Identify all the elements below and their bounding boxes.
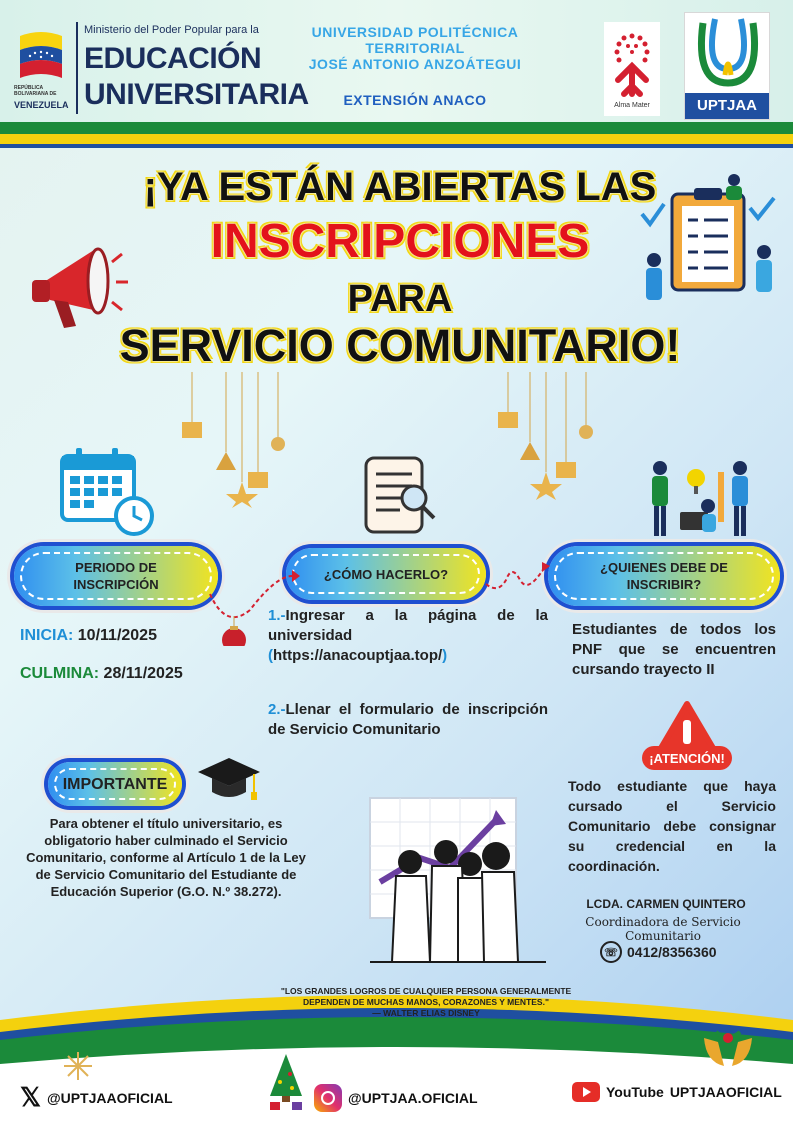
step-1-text: Ingresar a la página de la universidad bbox=[268, 607, 548, 644]
quote-line1: "LOS GRANDES LOGROS DE CUALQUIER PERSONA GENERALMENTE bbox=[280, 986, 572, 996]
alma-mater-logo bbox=[604, 22, 660, 116]
ministry-title-line2: UNIVERSITARIA bbox=[84, 78, 309, 111]
stripe-blue bbox=[0, 144, 793, 148]
gov-republic-label: REPÚBLICA BOLIVARIANA DE bbox=[14, 85, 57, 97]
atencion-text: Todo estudiante que haya cursado el Servicio Comunitario debe consignar su credencial en la coordinación. bbox=[568, 778, 776, 874]
inicia-date: 10/11/2025 bbox=[77, 627, 157, 644]
instagram-social-link[interactable] bbox=[314, 1084, 478, 1112]
stripe-green bbox=[0, 122, 793, 134]
culmina-date: 28/11/2025 bbox=[103, 665, 183, 682]
periodo-pill-line1: PERIODO DE bbox=[75, 560, 157, 575]
importante-pill bbox=[48, 762, 182, 806]
instagram-handle: @UPTJAA.OFICIAL bbox=[348, 1090, 478, 1106]
checklist-team-icon bbox=[632, 168, 782, 318]
quienes-pill bbox=[548, 546, 780, 606]
christmas-ornaments-right-icon bbox=[488, 372, 608, 508]
ministry-label: Ministerio del Poder Popular para la bbox=[84, 24, 259, 36]
step-1-url-link[interactable]: https://anacouptjaa.top/ bbox=[273, 647, 443, 664]
periodo-pill-line2: INSCRIPCIÓN bbox=[73, 577, 159, 592]
uptjaa-logo bbox=[684, 12, 770, 120]
team-highfive-illustration bbox=[350, 792, 550, 972]
christmas-tree-icon bbox=[266, 1052, 306, 1110]
culmina-label: CULMINA: bbox=[20, 665, 100, 682]
step-2-text: Llenar el formulario de inscripción de Servicio Comunitario bbox=[268, 701, 548, 738]
coordinator-role: Coordinadora de Servicio Comunitario bbox=[585, 915, 741, 943]
como-hacerlo-pill-label: ¿CÓMO HACERLO? bbox=[323, 566, 449, 582]
periodo-pill bbox=[14, 546, 218, 606]
step-2-number: 2.- bbox=[268, 701, 286, 718]
form-document-icon bbox=[360, 454, 440, 540]
quote-author: — WALTER ELIAS DISNEY bbox=[372, 1008, 480, 1018]
uptjaa-u-icon bbox=[685, 13, 771, 93]
x-social-link[interactable] bbox=[20, 1082, 173, 1113]
youtube-social-link[interactable] bbox=[572, 1082, 782, 1102]
ministry-title-line1: EDUCACIÓN bbox=[84, 42, 262, 75]
quienes-pill-line1: ¿QUIENES DEBE DE bbox=[600, 560, 728, 575]
alma-mater-icon bbox=[604, 22, 660, 102]
step-2 bbox=[268, 700, 548, 740]
importante-pill-label: IMPORTANTE bbox=[62, 775, 168, 793]
x-logo-icon: 𝕏 bbox=[20, 1082, 41, 1112]
importante-text: Para obtener el título universitario, es obligatorio haber culminado el Servicio Comunitario, conforme al Artículo 1 de la Ley de Servicio Comunitario del Estudiante de Educación Superior (G.O. N.º 38.272). bbox=[26, 816, 306, 899]
atencion-badge: ¡ATENCIÓN! bbox=[642, 746, 732, 770]
christmas-ornaments-left-icon bbox=[180, 372, 300, 508]
alma-mater-label: Alma Mater bbox=[614, 102, 650, 109]
phone-number: 0412/8356360 bbox=[627, 944, 717, 960]
uptjaa-logo-label: UPTJAA bbox=[685, 93, 769, 119]
quote-block bbox=[256, 986, 596, 1019]
title-line3: PARA bbox=[347, 278, 453, 320]
step-1-number: 1.- bbox=[268, 607, 286, 624]
whatsapp-icon: ☏ bbox=[600, 941, 622, 963]
como-hacerlo-pill bbox=[286, 548, 486, 600]
quienes-text: Estudiantes de todos los PNF que se encuentren cursando trayecto II bbox=[572, 621, 776, 678]
header-divider bbox=[76, 22, 78, 114]
university-name-line3: JOSÉ ANTONIO ANZOÁTEGUI bbox=[308, 56, 522, 72]
title-line4: SERVICIO COMUNITARIO! bbox=[119, 320, 681, 371]
quienes-pill-line2: INSCRIBIR? bbox=[626, 577, 702, 592]
venezuela-flag-icon bbox=[16, 28, 66, 82]
step-1-url-open: ( bbox=[268, 647, 273, 664]
calendar-icon bbox=[58, 448, 158, 538]
christmas-bells-icon bbox=[696, 1028, 760, 1074]
step-1-url-close: ) bbox=[442, 647, 448, 664]
university-name-line1: UNIVERSIDAD POLITÉCNICA bbox=[311, 24, 519, 40]
x-handle: @UPTJAAOFICIAL bbox=[46, 1089, 173, 1106]
graduation-cap-icon bbox=[196, 752, 262, 806]
culmina-row bbox=[20, 664, 183, 684]
snowflake-icon bbox=[62, 1050, 94, 1082]
university-name bbox=[270, 24, 560, 72]
stripe-yellow bbox=[0, 134, 793, 144]
youtube-handle: UPTJAAOFICIAL bbox=[669, 1084, 782, 1100]
quote-line2: DEPENDEN DE MUCHAS MANOS, CORAZONES Y MENTES." bbox=[303, 997, 549, 1007]
university-name-line2: TERRITORIAL bbox=[365, 40, 465, 56]
extension-label: EXTENSIÓN ANACO bbox=[343, 92, 487, 108]
connector-arrow-2-icon bbox=[484, 558, 554, 598]
youtube-logo-icon bbox=[572, 1082, 600, 1102]
gov-country-label: VENEZUELA bbox=[14, 100, 69, 110]
megaphone-icon bbox=[24, 236, 128, 340]
step-1 bbox=[268, 606, 548, 666]
title-line1: ¡YA ESTÁN ABIERTAS LAS bbox=[143, 165, 657, 209]
inicia-label: INICIA: bbox=[20, 627, 74, 644]
inicia-row bbox=[20, 626, 157, 646]
instagram-logo-icon bbox=[314, 1084, 342, 1112]
students-team-icon bbox=[640, 456, 760, 546]
coordinator-name: LCDA. CARMEN QUINTERO bbox=[586, 897, 746, 911]
title-line2: INSCRIPCIONES bbox=[210, 215, 590, 268]
youtube-label: YouTube bbox=[606, 1084, 664, 1100]
